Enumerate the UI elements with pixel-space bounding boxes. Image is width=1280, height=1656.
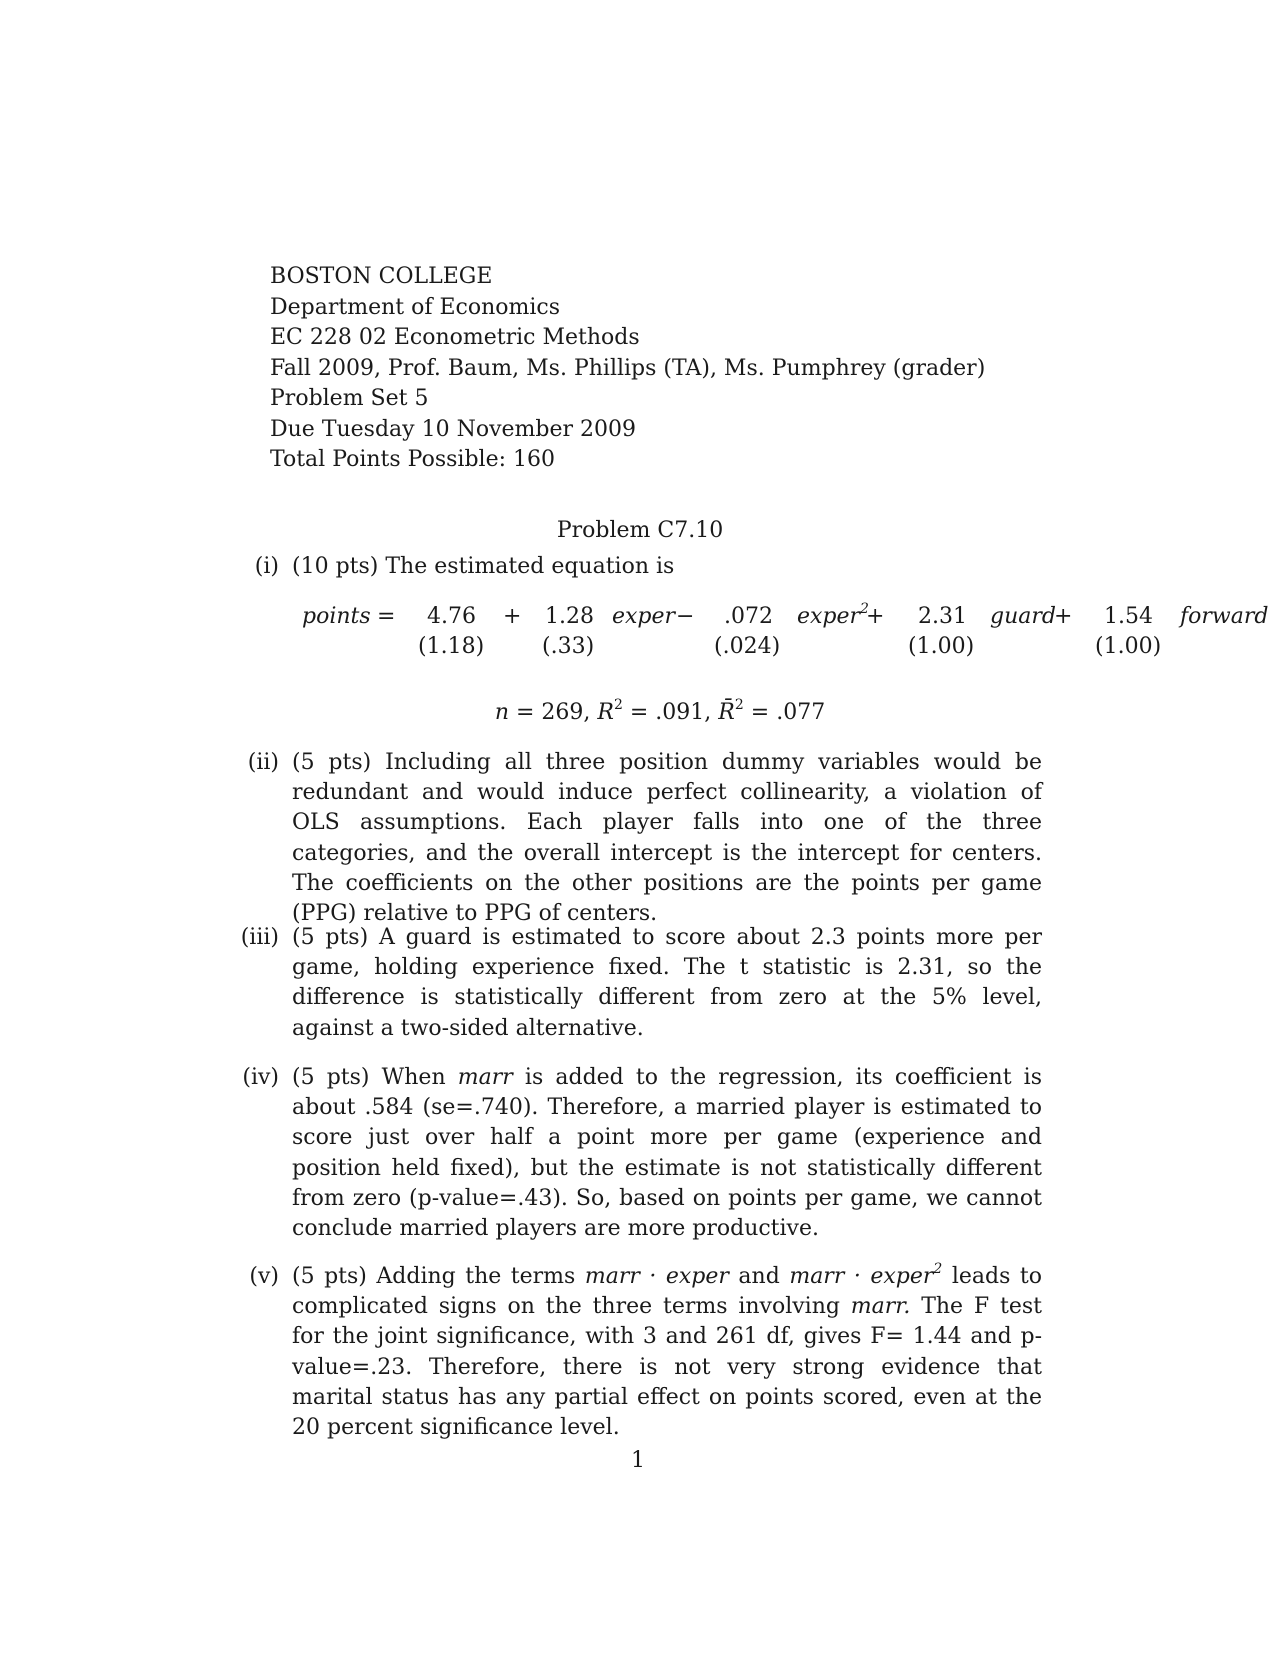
forward-variable: forward bbox=[1180, 604, 1269, 629]
item-iii-label: (iii) bbox=[240, 925, 279, 950]
item-iv-label: (iv) bbox=[242, 1065, 279, 1090]
problem-title-text: Problem C7.10 bbox=[556, 518, 724, 543]
n-label: n bbox=[494, 700, 509, 725]
assignment-name: Problem Set 5 bbox=[270, 386, 429, 411]
minus-sign: − bbox=[676, 604, 695, 629]
guard-coefficient: 2.31 bbox=[918, 604, 967, 629]
term-and-staff: Fall 2009, Prof. Baum, Ms. Phillips (TA), Ms. Pumphrey (grader) bbox=[270, 355, 986, 381]
r-squared-power: 2 bbox=[613, 697, 623, 713]
guard-standard-error: (1.00) bbox=[908, 634, 975, 659]
exper-coefficient: 1.28 bbox=[545, 604, 594, 629]
document-header bbox=[270, 262, 985, 476]
item-v-label: (v) bbox=[249, 1264, 279, 1289]
institution-name: BOSTON COLLEGE bbox=[270, 264, 493, 289]
plus-sign-1: + bbox=[503, 604, 522, 629]
item-i-label: (i) bbox=[254, 554, 279, 579]
regression-statistics bbox=[0, 697, 1280, 725]
department-name: Department of Economics bbox=[270, 294, 561, 320]
marr-variable: marr. bbox=[850, 1294, 911, 1320]
plus-sign-2: + bbox=[866, 604, 885, 629]
plus-sign-3: + bbox=[1054, 604, 1073, 629]
r-squared-label: R bbox=[597, 700, 614, 725]
adjusted-r-squared-value: = .077 bbox=[743, 700, 826, 725]
intercept-coefficient: 4.76 bbox=[427, 604, 476, 629]
adjusted-r-squared-label: R̄ bbox=[718, 700, 735, 725]
forward-coefficient: 1.54 bbox=[1104, 604, 1153, 629]
item-iv-text: (5 pts) When marr is added to the regression, its coefficient is about .584 (se=.740). Therefore, a married player is estimated to score just over half a point more per game (experience and position held fixed), but the estimate is not statistically different from zero (p-value=.43). So, based on points per game, we cannot conclude married players are more productive. bbox=[292, 1065, 1042, 1242]
marr-variable: marr bbox=[457, 1065, 513, 1090]
guard-variable: guard bbox=[990, 604, 1056, 629]
item-ii-label: (ii) bbox=[247, 750, 279, 775]
problem-title bbox=[0, 518, 1280, 543]
total-points: Total Points Possible: 160 bbox=[270, 447, 555, 472]
item-i-text: (10 pts) The estimated equation is bbox=[292, 554, 675, 579]
item-ii-text: (5 pts) Including all three position dummy variables would be redundant and would induce perfect collinearity, a violation of OLS assumptions. Each player falls into one of the three categories, and the overall intercept is the intercept for centers. The coefficients on the other positions are the points per game (PPG) relative to PPG of centers. bbox=[292, 750, 1042, 927]
exper-variable: exper bbox=[612, 604, 676, 629]
r-squared-value: = .091, bbox=[622, 700, 719, 725]
page-number: 1 bbox=[631, 1448, 645, 1473]
equation-lhs: points bbox=[302, 604, 371, 629]
forward-standard-error: (1.00) bbox=[1095, 634, 1162, 659]
course-name: EC 228 02 Econometric Methods bbox=[270, 325, 640, 350]
interaction-term-2: marr · exper$^2$ bbox=[789, 1261, 943, 1289]
exper-standard-error: (.33) bbox=[542, 634, 595, 659]
expersq-coefficient: .072 bbox=[724, 604, 773, 629]
due-date: Due Tuesday 10 November 2009 bbox=[270, 416, 636, 442]
equation-equals: = bbox=[377, 604, 396, 629]
intercept-standard-error: (1.18) bbox=[418, 634, 485, 659]
item-v-text: (5 pts) Adding the terms marr · exper and marr · exper$^2$ leads to complicated signs on the three terms involving marr. The F test for the joint significance, with 3 and 261 df, gives F= 1.44 and p-value=.23. Therefore, there is not very strong evidence that marital status has any partial effect on points scored, even at the 20 percent significance level. bbox=[292, 1261, 1042, 1441]
n-value: = 269, bbox=[508, 700, 598, 725]
item-iii-text: (5 pts) A guard is estimated to score about 2.3 points more per game, holding experience fixed. The t statistic is 2.31, so the difference is statistically different from zero at the 5% level, against a two-sided alternative. bbox=[292, 925, 1042, 1041]
interaction-term-1: marr · exper bbox=[584, 1264, 729, 1289]
expersq-variable: exper$^2$ bbox=[797, 601, 869, 629]
estimated-equation bbox=[0, 601, 1280, 664]
adjusted-r-squared-power: 2 bbox=[734, 697, 744, 713]
expersq-standard-error: (.024) bbox=[714, 634, 781, 659]
